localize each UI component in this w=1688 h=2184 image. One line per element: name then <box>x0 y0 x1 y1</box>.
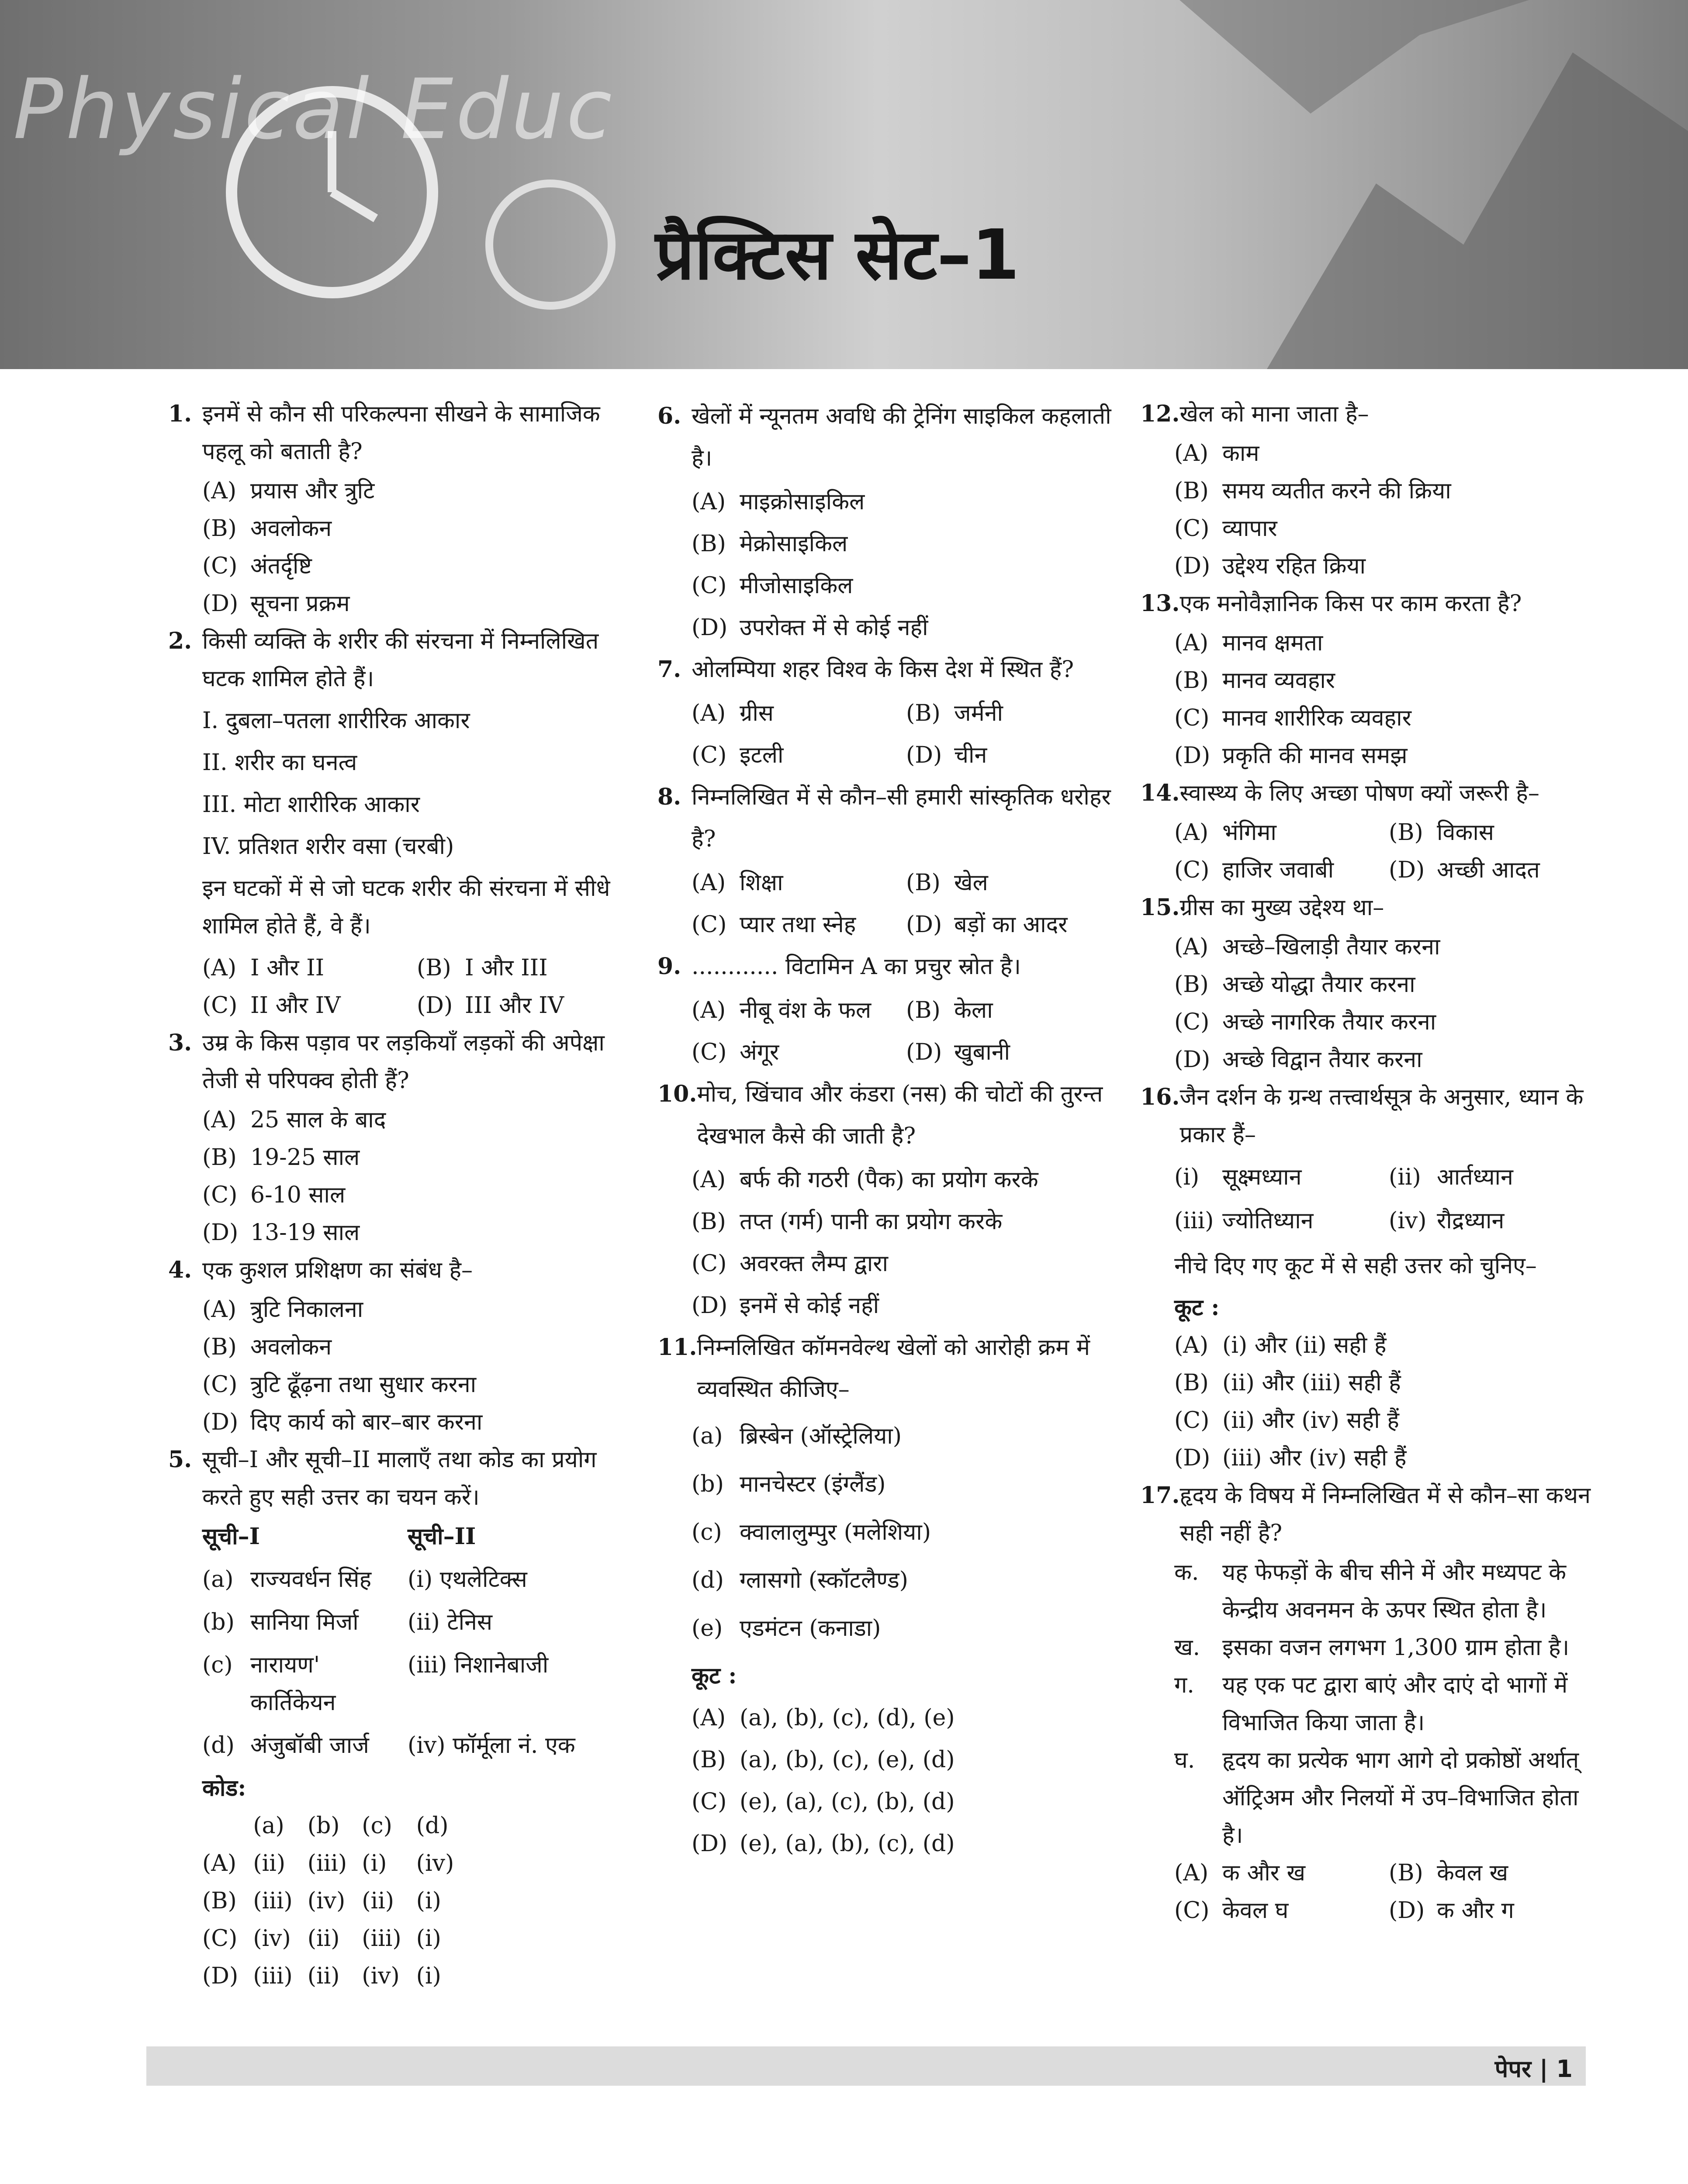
option-text: प्रयास और त्रुटि <box>250 478 375 504</box>
code-label: कूट : <box>692 1662 737 1689</box>
option-text: अवलोकन <box>250 515 332 542</box>
question-text: निम्नलिखित कॉमनवेल्थ खेलों को आरोही क्रम में व्यवस्थित कीजिए– <box>697 1334 1090 1403</box>
option-text: सूचना प्रक्रम <box>250 591 350 617</box>
code-row: (A) (ii) (iii) (i) (iv) <box>202 1850 454 1876</box>
question-text: ग्रीस का मुख्य उद्देश्य था– <box>1180 895 1384 921</box>
code-table: (a) (b) (c) (d) (A) (ii) (iii) (i) (iv) (B) (iii) (iv) (ii) (i) (C) (iv) (ii) (iii) (i) (D) (iii) (ii) (iv) (i) <box>202 1807 469 1995</box>
question-8: 8. निम्नलिखित में से कौन–सी हमारी सांस्कृतिक धरोहर है? (A) शिक्षा (B) खेल (C) प्यार तथा स्नेह (D) बड़ों का आदर <box>657 776 1121 946</box>
banner-watermark-text: Physical Educ <box>13 61 615 158</box>
question-6: 6. खेलों में न्यूनतम अवधि की ट्रेनिंग साइकिल कहलाती है। (A) माइक्रोसाइकिल (B) मेक्रोसाइकिल (C) मीजोसाइकिल (D) उपरोक्त में से कोई नहीं <box>657 395 1121 649</box>
question-14: 14. स्वास्थ्य के लिए अच्छा पोषण क्यों जरूरी है– (A) भंगिमा (B) विकास (C) हाजिर जवाबी (D) अच्छी आदत <box>1140 774 1603 889</box>
code-label: कूट : <box>1174 1294 1220 1321</box>
question-text: किसी व्यक्ति के शरीर की संरचना में निम्नलिखित घटक शामिल होते हैं। <box>202 628 599 692</box>
question-text: निम्नलिखित में से कौन–सी हमारी सांस्कृतिक धरोहर है? <box>692 784 1111 852</box>
question-text: इनमें से कौन सी परिकल्पना सीखने के सामाजिक पहलू को बताती है? <box>202 401 600 465</box>
question-7: 7. ओलम्पिया शहर विश्व के किस देश में स्थित हैं? (A) ग्रीस (B) जर्मनी (C) इटली (D) चीन <box>657 649 1121 776</box>
question-text: हृदय के विषय में निम्नलिखित में से कौन–सा कथन सही नहीं है? <box>1180 1482 1591 1546</box>
question-9: 9. ............ विटामिन A का प्रचुर स्रोत है। (A) नीबू वंश के फल (B) केला (C) अंगूर (D) खुबानी <box>657 946 1121 1073</box>
question-16: 16. जैन दर्शन के ग्रन्थ तत्त्वार्थसूत्र के अनुसार, ध्यान के प्रकार हैं– (i) सूक्ष्मध्यान (ii) आर्तध्यान (iii) ज्योतिध्यान (iv) रौद्रध्यान नीचे दिए गए कूट में से सही उत्तर को चुनिए– कूट : (A) (i) और (ii) सही हैं (B) (ii) और (iii) सही हैं (C) (ii) और (iv) सही हैं (D) (iii) और (iv) सही हैं <box>1140 1078 1603 1477</box>
column-3 <box>1140 395 1603 1929</box>
column-1 <box>168 395 631 1995</box>
question-12: 12. खेल को माना जाता है– (A) काम (B) समय व्यतीत करने की क्रिया (C) व्यापार (D) उद्देश्य रहित क्रिया <box>1140 395 1603 585</box>
column-2 <box>657 395 1121 1865</box>
question-text: सूची–I और सूची–II मालाएँ तथा कोड का प्रयोग करते हुए सही उत्तर का चयन करें। <box>202 1447 597 1510</box>
statement-item: II. शरीर का घनत्व <box>202 750 357 776</box>
question-2: 2. किसी व्यक्ति के शरीर की संरचना में निम्नलिखित घटक शामिल होते हैं। I. दुबला–पतला शारीरिक आकार II. शरीर का घनत्व III. मोटा शारीरिक आकार IV. प्रतिशत शरीर वसा (चरबी) इन घटकों में से जो घटक शरीर की संरचना में सीधे शामिल होते हैं, वे हैं। (A) I और II (B) I और III (C) II और IV (D) III और IV <box>168 622 631 1024</box>
statement-item: IV. प्रतिशत शरीर वसा (चरबी) <box>202 833 454 860</box>
code-row: (C) (iv) (ii) (iii) (i) <box>202 1925 441 1952</box>
code-row: (B) (iii) (iv) (ii) (i) <box>202 1888 441 1914</box>
page-number: पेपर | 1 <box>1494 2055 1573 2083</box>
question-text: स्वास्थ्य के लिए अच्छा पोषण क्यों जरूरी है– <box>1180 780 1539 806</box>
question-text: जैन दर्शन के ग्रन्थ तत्त्वार्थसूत्र के अनुसार, ध्यान के प्रकार हैं– <box>1180 1084 1584 1148</box>
question-5: 5. सूची–I और सूची–II मालाएँ तथा कोड का प्रयोग करते हुए सही उत्तर का चयन करें। सूची–I सूची–II (a) राज्यवर्धन सिंह (i) एथलेटिक्स (b) सानिया मिर्जा (ii) टेनिस (c) नारायण' कार्तिकेयन (iii) निशानेबाजी (d) अंजुबॉबी जार्ज (iv) फॉर्मूला नं. एक कोड: (a) (b) (c) (d) (A) (ii) (iii) (i) (iv) (B) (iii) (iv) (ii) (i) (C) (iv) (ii) (iii) (i) (D) (iii) (ii) (iv) (i) <box>168 1441 631 1995</box>
question-1: 1. इनमें से कौन सी परिकल्पना सीखने के सामाजिक पहलू को बताती है? (A) प्रयास और त्रुटि (B) अवलोकन (C) अंतर्दृष्टि (D) सूचना प्रक्रम <box>168 395 631 622</box>
match-row: (a) राज्यवर्धन सिंह (i) एथलेटिक्स <box>202 1566 527 1593</box>
code-row: (D) (iii) (ii) (iv) (i) <box>202 1963 441 1989</box>
runner-silhouette <box>1267 52 1688 369</box>
question-15: 15. ग्रीस का मुख्य उद्देश्य था– (A) अच्छे–खिलाड़ी तैयार करना (B) अच्छे योद्धा तैयार करना (C) अच्छे नागरिक तैयार करना (D) अच्छे विद्वान तैयार करना <box>1140 889 1603 1078</box>
match-row: (d) अंजुबॉबी जार्ज (iv) फॉर्मूला नं. एक <box>202 1732 575 1759</box>
page-footer <box>146 2046 1586 2086</box>
question-stem: इन घटकों में से जो घटक शरीर की संरचना में सीधे शामिल होते हैं, वे हैं। <box>202 875 610 939</box>
question-13: 13. एक मनोवैज्ञानिक किस पर काम करता है? (A) मानव क्षमता (B) मानव व्यवहार (C) मानव शारीरिक व्यवहार (D) प्रकृति की मानव समझ <box>1140 585 1603 774</box>
statement-item: III. मोटा शारीरिक आकार <box>202 791 420 818</box>
question-3: 3. उम्र के किस पड़ाव पर लड़कियाँ लड़कों की अपेक्षा तेजी से परिपक्व होती हैं? (A) 25 साल के बाद (B) 19-25 साल (C) 6-10 साल (D) 13-19 साल <box>168 1024 631 1251</box>
question-text: एक कुशल प्रशिक्षण का संबंध है– <box>202 1257 473 1283</box>
question-text: एक मनोवैज्ञानिक किस पर काम करता है? <box>1180 591 1522 617</box>
question-text: खेल को माना जाता है– <box>1180 401 1369 427</box>
question-10: 10. मोच, खिंचाव और कंडरा (नस) की चोटों की तुरन्त देखभाल कैसे की जाती है? (A) बर्फ की गठरी (पैक) का प्रयोग करके (B) तप्त (गर्म) पानी का प्रयोग करके (C) अवरक्त लैम्प द्वारा (D) इनमें से कोई नहीं <box>657 1073 1121 1327</box>
page-title: प्रैक्टिस सेट–1 <box>655 215 1020 295</box>
banner-artwork <box>0 0 1688 369</box>
match-row: (c) नारायण' कार्तिकेयन (iii) निशानेबाजी <box>202 1652 549 1716</box>
question-text: ............ विटामिन A का प्रचुर स्रोत है। <box>692 954 1021 980</box>
statement-item: I. दुबला–पतला शारीरिक आकार <box>202 708 470 734</box>
code-label: कोड: <box>202 1775 246 1801</box>
question-stem: नीचे दिए गए कूट में से सही उत्तर को चुनिए– <box>1174 1253 1537 1279</box>
question-11: 11. निम्नलिखित कॉमनवेल्थ खेलों को आरोही क्रम में व्यवस्थित कीजिए– (a) ब्रिस्बेन (ऑस्ट्रेलिया) (b) मानचेस्टर (इंग्लैंड) (c) क्वालालुम्पुर (मलेशिया) (d) ग्लासगो (स्कॉटलैण्ड) (e) एडमंटन (कनाडा) कूट : (A) (a), (b), (c), (d), (e) (B) (a), (b), (c), (e), (d) (C) (e), (a), (c), (b), (d) (D) (e), (a), (b), (c), (d) <box>657 1327 1121 1865</box>
question-text: ओलम्पिया शहर विश्व के किस देश में स्थित हैं? <box>692 657 1074 683</box>
question-4: 4. एक कुशल प्रशिक्षण का संबंध है– (A) त्रुटि निकालना (B) अवलोकन (C) त्रुटि ढूँढ़ना तथा सुधार करना (D) दिए कार्य को बार–बार करना <box>168 1251 631 1441</box>
list-2-heading: सूची–II <box>408 1523 476 1550</box>
list-1-heading: सूची–I <box>202 1523 260 1550</box>
question-text: मोच, खिंचाव और कंडरा (नस) की चोटों की तुरन्त देखभाल कैसे की जाती है? <box>697 1081 1103 1149</box>
match-row: (b) सानिया मिर्जा (ii) टेनिस <box>202 1609 493 1635</box>
ball-icon <box>489 183 612 306</box>
header-banner <box>0 0 1688 369</box>
question-text: खेलों में न्यूनतम अवधि की ट्रेनिंग साइकिल कहलाती है। <box>692 403 1111 471</box>
question-text: उम्र के किस पड़ाव पर लड़कियाँ लड़कों की अपेक्षा तेजी से परिपक्व होती हैं? <box>202 1030 605 1094</box>
option-text: अंतर्दृष्टि <box>250 553 312 579</box>
question-17: 17. हृदय के विषय में निम्नलिखित में से कौन–सा कथन सही नहीं है? क. यह फेफड़ों के बीच सीने में और मध्यपट के केन्द्रीय अवनमन के ऊपर स्थित होता है। ख. इसका वजन लगभग 1,300 ग्राम होता है। ग. यह एक पट द्वारा बाएं और दाएं दो भागों में विभाजित किया जाता है। घ. हृदय का प्रत्येक भाग आगे दो प्रकोष्ठों अर्थात् ऑट्रिअम और निलयों में उप–विभाजित होता है। (A) क और ख (B) केवल ख (C) केवल घ (D) क और ग <box>1140 1477 1603 1929</box>
